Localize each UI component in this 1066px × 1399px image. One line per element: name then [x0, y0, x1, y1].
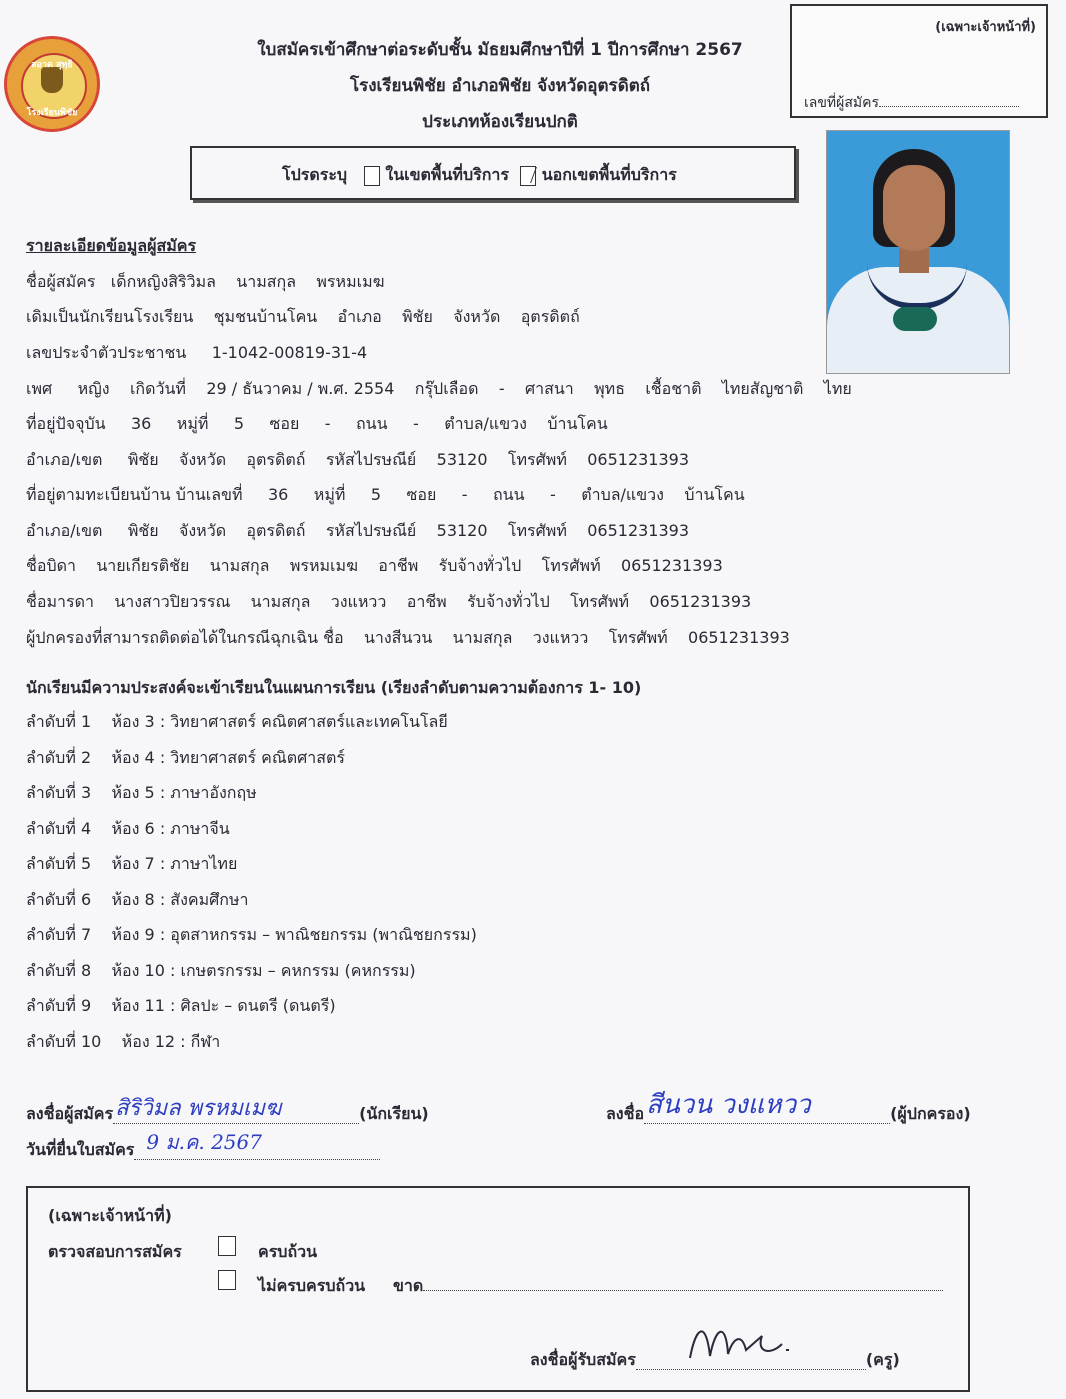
study-plan-rank: ลำดับที่ 3	[26, 783, 92, 802]
school-line: โรงเรียนพิชัย อำเภอพิชัย จังหวัดอุตรดิตถ์	[349, 76, 651, 96]
study-plan-item	[26, 781, 257, 806]
guardian-signature: สีนวน วงแหวว	[646, 1090, 811, 1120]
mother-row: ชื่อมารดา นางสาวปิยวรรณ นามสกุล วงแหวว อาชีพ รับจ้างทั่วไป โทรศัพท์ 0651231393	[26, 592, 752, 611]
applicant-section-title: รายละเอียดข้อมูลผู้สมัคร	[26, 236, 197, 255]
study-plan-room: ห้อง 6 : ภาษาจีน	[111, 818, 230, 838]
citizen-id: 1-1042-00819-31-4	[211, 343, 368, 362]
father-name: นายเกียรติชัย	[96, 556, 190, 575]
applicant-signature: สิริวิมล พรหมเมฆ	[115, 1096, 282, 1121]
applicant-no-field[interactable]	[804, 92, 1019, 114]
office-only-label: (เฉพาะเจ้าหน้าที่)	[48, 1206, 172, 1225]
service-area-row	[282, 163, 677, 188]
study-plan-rank: ลำดับที่ 7	[26, 925, 92, 944]
study-plan-item	[26, 1030, 220, 1055]
logo-text-top: สอาด สุทฺธิ	[31, 60, 73, 70]
date-row: วันที่ยื่นใบสมัคร 9 ม.ค. 2567	[26, 1138, 380, 1163]
logo-text-bottom: โรงเรียนพิชัย	[26, 108, 78, 118]
check-label: ตรวจสอบการสมัคร	[48, 1242, 182, 1261]
prev-school-row: เดิมเป็นนักเรียนโรงเรียน ชุมชนบ้านโคน อำเภอ พิชัย จังหวัด อุตรดิตถ์	[26, 307, 580, 326]
class-type: ประเภทห้องเรียนปกติ	[422, 112, 578, 132]
id-row: เลขประจำตัวประชาชน 1-1042-00819-31-4	[26, 343, 368, 362]
personal-row: เพศ หญิง เกิดวันที่ 29 / ธันวาคม / พ.ศ. 2554 กรุ๊ปเลือด - ศาสนา พุทธ เชื้อชาติ ไทยสัญชาติ ไทย	[26, 379, 852, 398]
study-plan-rank: ลำดับที่ 9	[26, 996, 92, 1015]
bow-tie	[893, 307, 937, 331]
study-plan-room: ห้อง 9 : อุตสาหกรรม – พาณิชยกรรม (พาณิชยกรรม)	[111, 925, 477, 944]
checkbox-in-area[interactable]	[364, 166, 380, 186]
mother-name: นางสาวปิยวรรณ	[114, 592, 231, 611]
incomplete-row: ไม่ครบครบถ้วน ขาด	[258, 1274, 943, 1299]
study-plan-item	[26, 746, 345, 771]
guardian-name: นางสีนวน	[363, 628, 433, 647]
study-plan-rank: ลำดับที่ 4	[26, 818, 92, 838]
option-out-area: นอกเขตพื้นที่บริการ	[541, 165, 677, 184]
study-plan-item	[26, 710, 448, 735]
study-plan-item	[26, 959, 416, 984]
guardian-row: ผู้ปกครองที่สามารถติดต่อได้ในกรณีฉุกเฉิน ชื่อ นางสีนวน นามสกุล วงแหวว โทรศัพท์ 0651231393	[26, 628, 790, 647]
study-plan-rank: ลำดับที่ 5	[26, 854, 92, 873]
study-plan-item	[26, 923, 477, 948]
study-plan-item	[26, 994, 336, 1019]
applicant-surname: พรหมเมฆ	[316, 272, 385, 291]
study-plan-item	[26, 852, 237, 877]
receiver-row: ลงชื่อผู้รับสมัคร (ครู)	[530, 1348, 900, 1373]
applicant-name-row: ชื่อผู้สมัคร เด็กหญิงสิริวิมล นามสกุล พรหมเมฆ	[26, 272, 385, 291]
study-plan-room: ห้อง 4 : วิทยาศาสตร์ คณิตศาสตร์	[111, 747, 345, 767]
study-plan-room: ห้อง 12 : กีฬา	[121, 1031, 221, 1051]
study-plan-room: ห้อง 11 : ศิลปะ – ดนตรี (ดนตรี)	[111, 996, 336, 1015]
birth-date: 29 / ธันวาคม / พ.ศ. 2554	[206, 379, 395, 398]
applicant-signature-row: ลงชื่อผู้สมัคร สิริวิมล พรหมเมฆ (นักเรียน)	[26, 1102, 429, 1127]
guardian-signature-row: ลงชื่อ สีนวน วงแหวว (ผู้ปกครอง)	[606, 1102, 971, 1127]
applicant-name: เด็กหญิงสิริวิมล	[110, 272, 216, 291]
study-plan-room: ห้อง 7 : ภาษาไทย	[111, 854, 238, 873]
form-title: ใบสมัครเข้าศึกษาต่อระดับชั้น มัธยมศึกษาปีที่ 1 ปีการศึกษา 2567	[257, 40, 743, 60]
service-area-box	[190, 146, 796, 200]
school-logo	[4, 36, 100, 132]
current-address-row2: อำเภอ/เขต พิชัย จังหวัด อุตรดิตถ์ รหัสไปรษณีย์ 53120 โทรศัพท์ 0651231393	[26, 450, 690, 469]
staff-only-box	[790, 4, 1048, 118]
study-plan-rank: ลำดับที่ 10	[26, 1031, 102, 1051]
checkbox-out-area[interactable]	[520, 166, 536, 186]
study-plan-room: ห้อง 3 : วิทยาศาสตร์ คณิตศาสตร์และเทคโนโลยี	[111, 712, 448, 731]
staff-only-label: (เฉพาะเจ้าหน้าที่)	[935, 20, 1036, 35]
study-plan-title: นักเรียนมีความประสงค์จะเข้าเรียนในแผนการเรียน (เรียงลำดับตามความต้องการ 1- 10)	[26, 678, 642, 697]
study-plan-rank: ลำดับที่ 2	[26, 747, 92, 767]
complete-label: ครบถ้วน	[258, 1242, 318, 1261]
study-plan-item	[26, 817, 230, 842]
missing-line[interactable]	[423, 1290, 943, 1291]
registered-address-row1: ที่อยู่ตามทะเบียนบ้าน บ้านเลขที่ 36 หมู่ที่ 5 ซอย - ถนน - ตำบล/แขวง บ้านโคน	[26, 485, 745, 504]
study-plan-room: ห้อง 8 : สังคมศึกษา	[111, 889, 249, 909]
prev-school: ชุมชนบ้านโคน	[213, 307, 318, 326]
study-plan-rank: ลำดับที่ 6	[26, 889, 92, 909]
office-use-box	[26, 1186, 970, 1392]
applicant-no-label: เลขที่ผู้สมัคร	[804, 95, 880, 111]
study-plan-room: ห้อง 5 : ภาษาอังกฤษ	[111, 783, 257, 802]
checkbox-incomplete[interactable]	[218, 1270, 236, 1290]
receiver-signature-line[interactable]	[636, 1350, 866, 1370]
father-row: ชื่อบิดา นายเกียรติชัย นามสกุล พรหมเมฆ อาชีพ รับจ้างทั่วไป โทรศัพท์ 0651231393	[26, 556, 723, 575]
checkbox-complete[interactable]	[218, 1236, 236, 1256]
study-plan-item	[26, 888, 249, 913]
service-area-prompt: โปรดระบุ	[282, 165, 348, 184]
applicant-photo	[826, 130, 1010, 374]
receiver-signature-mark	[686, 1316, 806, 1366]
study-plan-rank: ลำดับที่ 1	[26, 712, 92, 731]
study-plan-room: ห้อง 10 : เกษตรกรรม – คหกรรม (คหกรรม)	[111, 960, 416, 980]
application-date: 9 ม.ค. 2567	[146, 1130, 262, 1154]
registered-address-row2: อำเภอ/เขต พิชัย จังหวัด อุตรดิตถ์ รหัสไปรษณีย์ 53120 โทรศัพท์ 0651231393	[26, 521, 690, 540]
current-address-row1: ที่อยู่ปัจจุบัน 36 หมู่ที่ 5 ซอย - ถนน - ตำบล/แขวง บ้านโคน	[26, 414, 608, 433]
study-plan-rank: ลำดับที่ 8	[26, 960, 92, 980]
option-in-area: ในเขตพื้นที่บริการ	[385, 165, 509, 184]
